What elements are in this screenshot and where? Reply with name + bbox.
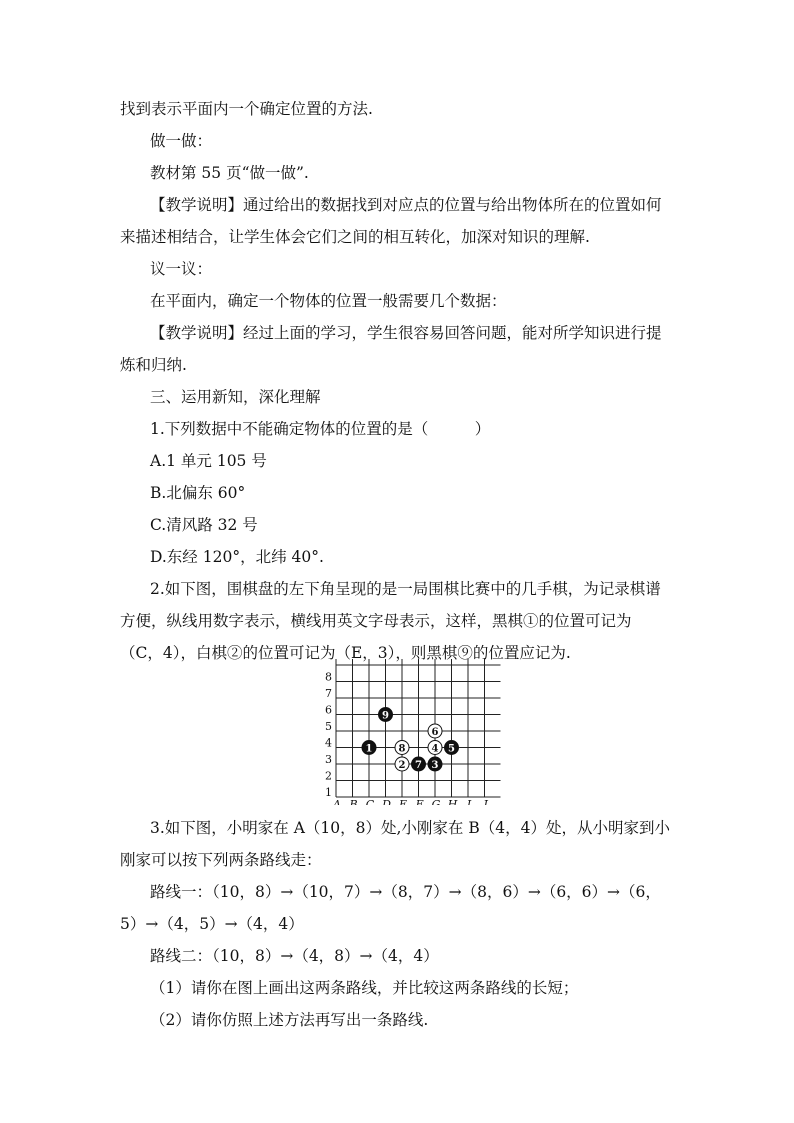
- text-line-6: 议一议：: [150, 260, 213, 278]
- option-c: C.清风路 32 号: [150, 516, 258, 534]
- stone-number: 6: [431, 727, 439, 738]
- row-label: 4: [325, 736, 332, 750]
- stone-number: 4: [431, 743, 439, 755]
- section-heading: 三、运用新知，深化理解: [150, 388, 321, 406]
- option-b: B.北偏东 60°: [150, 484, 246, 502]
- col-label: B: [349, 798, 358, 805]
- black-stone: [362, 741, 376, 755]
- col-label: C: [365, 798, 375, 805]
- go-board: [320, 655, 520, 805]
- stone-number: 2: [398, 760, 406, 771]
- row-label: 8: [325, 670, 332, 684]
- route-2: 路线二：（10，8）→（4，8）→（4，4）: [150, 947, 439, 965]
- question-3-line-1: 3.如下图，小明家在 A（10，8）处,小刚家在 B（4，4）处，从小明家到小: [150, 819, 670, 837]
- board-col-labels: [332, 798, 488, 805]
- row-label: 2: [325, 769, 332, 783]
- option-d: D.东经 120°，北纬 40°.: [150, 548, 324, 566]
- col-label: F: [415, 798, 424, 805]
- row-label: 5: [325, 720, 332, 733]
- sub-question-1: （1）请你在图上画出这两条路线，并比较这两条路线的长短；: [150, 979, 579, 997]
- row-label: 6: [325, 703, 332, 717]
- col-label: D: [382, 798, 391, 805]
- board-stones: [362, 708, 459, 772]
- question-2-line-2: 方便，纵线用数字表示，横线用英文字母表示，这样，黑棋①的位置可记为: [120, 612, 632, 630]
- text-line-2: 做一做：: [150, 132, 213, 150]
- col-label: A: [333, 798, 341, 805]
- question-2-line-3: （C，4），白棋②的位置可记为（E，3），则黑棋⑨的位置应记为.: [120, 644, 571, 662]
- black-stone: [428, 757, 442, 771]
- question-1: 1.下列数据中不能确定物体的位置的是（ ）: [150, 420, 491, 438]
- stone-number: 9: [382, 710, 389, 722]
- question-2-line-1: 2.如下图，围棋盘的左下角呈现的是一局围棋比赛中的几手棋，为记录棋谱: [150, 580, 661, 598]
- option-a: A.1 单元 105 号: [150, 452, 267, 470]
- black-stone: [379, 708, 393, 722]
- row-label: 3: [325, 753, 332, 766]
- text-line-1: 找到表示平面内一个确定位置的方法.: [120, 100, 373, 118]
- black-stone: [412, 757, 426, 771]
- text-line-5: 来描述相结合，让学生体会它们之间的相互转化，加深对知识的理解.: [120, 228, 590, 246]
- col-label: H: [447, 798, 458, 805]
- stone-number: 7: [415, 760, 422, 771]
- black-stone: [445, 741, 459, 755]
- stone-number: 1: [365, 743, 373, 755]
- board-grid: [336, 659, 501, 797]
- row-label: 1: [325, 786, 332, 799]
- white-stone: [428, 724, 442, 738]
- question-3-line-2: 刚家可以按下列两条路线走：: [120, 851, 322, 869]
- text-line-3: 教材第 55 页“做一做”.: [150, 164, 309, 182]
- text-line-9: 炼和归纳.: [120, 356, 187, 374]
- board-row-labels: [325, 671, 332, 800]
- text-line-8: 【教学说明】经过上面的学习，学生很容易回答问题，能对所学知识进行提: [150, 324, 662, 342]
- col-label: E: [398, 798, 408, 805]
- route-1-line-1: 路线一：（10，8）→（10，7）→（8，7）→（8，6）→（6，6）→（6，: [150, 883, 661, 901]
- sub-question-2: （2）请你仿照上述方法再写出一条路线.: [150, 1011, 429, 1029]
- row-label: 7: [325, 687, 332, 700]
- col-label: J: [483, 798, 488, 805]
- stone-number: 3: [431, 760, 439, 771]
- route-1-line-2: 5）→（4，5）→（4，4）: [120, 915, 304, 933]
- col-label: I: [466, 798, 472, 805]
- white-stone: [395, 741, 409, 755]
- text-line-4: 【教学说明】通过给出的数据找到对应点的位置与给出物体所在的位置如何: [150, 196, 662, 214]
- stone-number: 5: [448, 743, 455, 755]
- stone-number: 8: [398, 743, 406, 755]
- white-stone: [428, 741, 442, 755]
- col-label: G: [431, 798, 441, 805]
- white-stone: [395, 757, 409, 771]
- go-board-figure: [320, 655, 520, 805]
- text-line-7: 在平面内，确定一个物体的位置一般需要几个数据：: [150, 292, 507, 310]
